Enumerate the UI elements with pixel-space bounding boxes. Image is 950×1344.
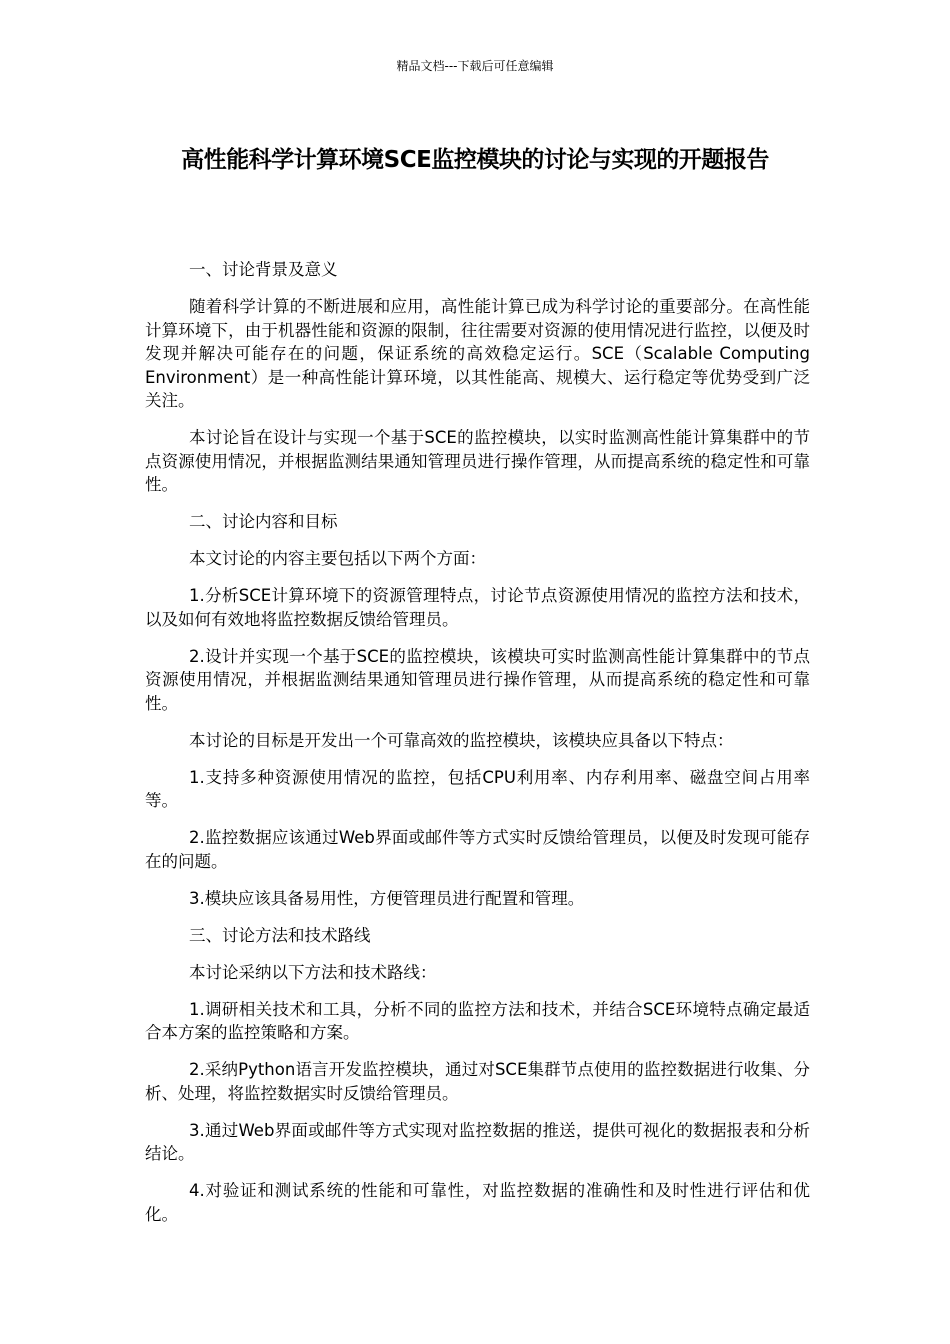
list-item: 2.监控数据应该通过Web界面或邮件等方式实时反馈给管理员，以便及时发现可能存在的问题。 <box>145 828 810 871</box>
section-heading-methods: 三、讨论方法和技术路线 <box>189 925 371 945</box>
section-heading-background: 一、讨论背景及意义 <box>189 260 338 279</box>
list-item: 1.分析SCE计算环境下的资源管理特点，讨论节点资源使用情况的监控方法和技术，以及如何有效地将监控数据反馈给管理员。 <box>145 586 810 629</box>
list-item: 3.模块应该具备易用性，方便管理员进行配置和管理。 <box>189 888 585 908</box>
list-item: 4.对验证和测试系统的性能和可靠性，对监控数据的准确性和及时性进行评估和优化。 <box>145 1181 810 1224</box>
list-item: 3.通过Web界面或邮件等方式实现对监控数据的推送，提供可视化的数据报表和分析结论。 <box>145 1120 810 1163</box>
paragraph: 本讨论的目标是开发出一个可靠高效的监控模块，该模块应具备以下特点： <box>189 730 734 750</box>
paragraph: 本文讨论的内容主要包括以下两个方面： <box>189 549 486 568</box>
document-body <box>145 258 810 1240</box>
paragraph: 本讨论采纳以下方法和技术路线： <box>189 962 437 982</box>
document-title: 高性能科学计算环境SCE监控模块的讨论与实现的开题报告 <box>181 147 769 173</box>
section-heading-content: 二、讨论内容和目标 <box>189 512 338 531</box>
paragraph: 本讨论旨在设计与实现一个基于SCE的监控模块，以实时监测高性能计算集群中的节点资源使用情况，并根据监测结果通知管理员进行操作管理，从而提高系统的稳定性和可靠性。 <box>145 428 810 494</box>
page-header: 精品文档---下载后可任意编辑 <box>396 59 554 73</box>
paragraph: 随着科学计算的不断进展和应用，高性能计算已成为科学讨论的重要部分。在高性能计算环境下，由于机器性能和资源的限制，往往需要对资源的使用情况进行监控，以便及时发现并解决可能存在的问题，保证系统的高效稳定运行。SCE（Scalable Computing Environment）是一种高性能计算环境，以其性能高、规模大、运行稳定等优势受到广泛关注。 <box>145 297 810 410</box>
list-item: 2.采纳Python语言开发监控模块，通过对SCE集群节点使用的监控数据进行收集、分析、处理，将监控数据实时反馈给管理员。 <box>145 1060 810 1103</box>
list-item: 1.支持多种资源使用情况的监控，包括CPU利用率、内存利用率、磁盘空间占用率等。 <box>145 767 810 810</box>
list-item: 2.设计并实现一个基于SCE的监控模块，该模块可实时监测高性能计算集群中的节点资源使用情况，并根据监测结果通知管理员进行操作管理，从而提高系统的稳定性和可靠性。 <box>145 646 810 713</box>
list-item: 1.调研相关技术和工具，分析不同的监控方法和技术，并结合SCE环境特点确定最适合本方案的监控策略和方案。 <box>145 999 810 1042</box>
